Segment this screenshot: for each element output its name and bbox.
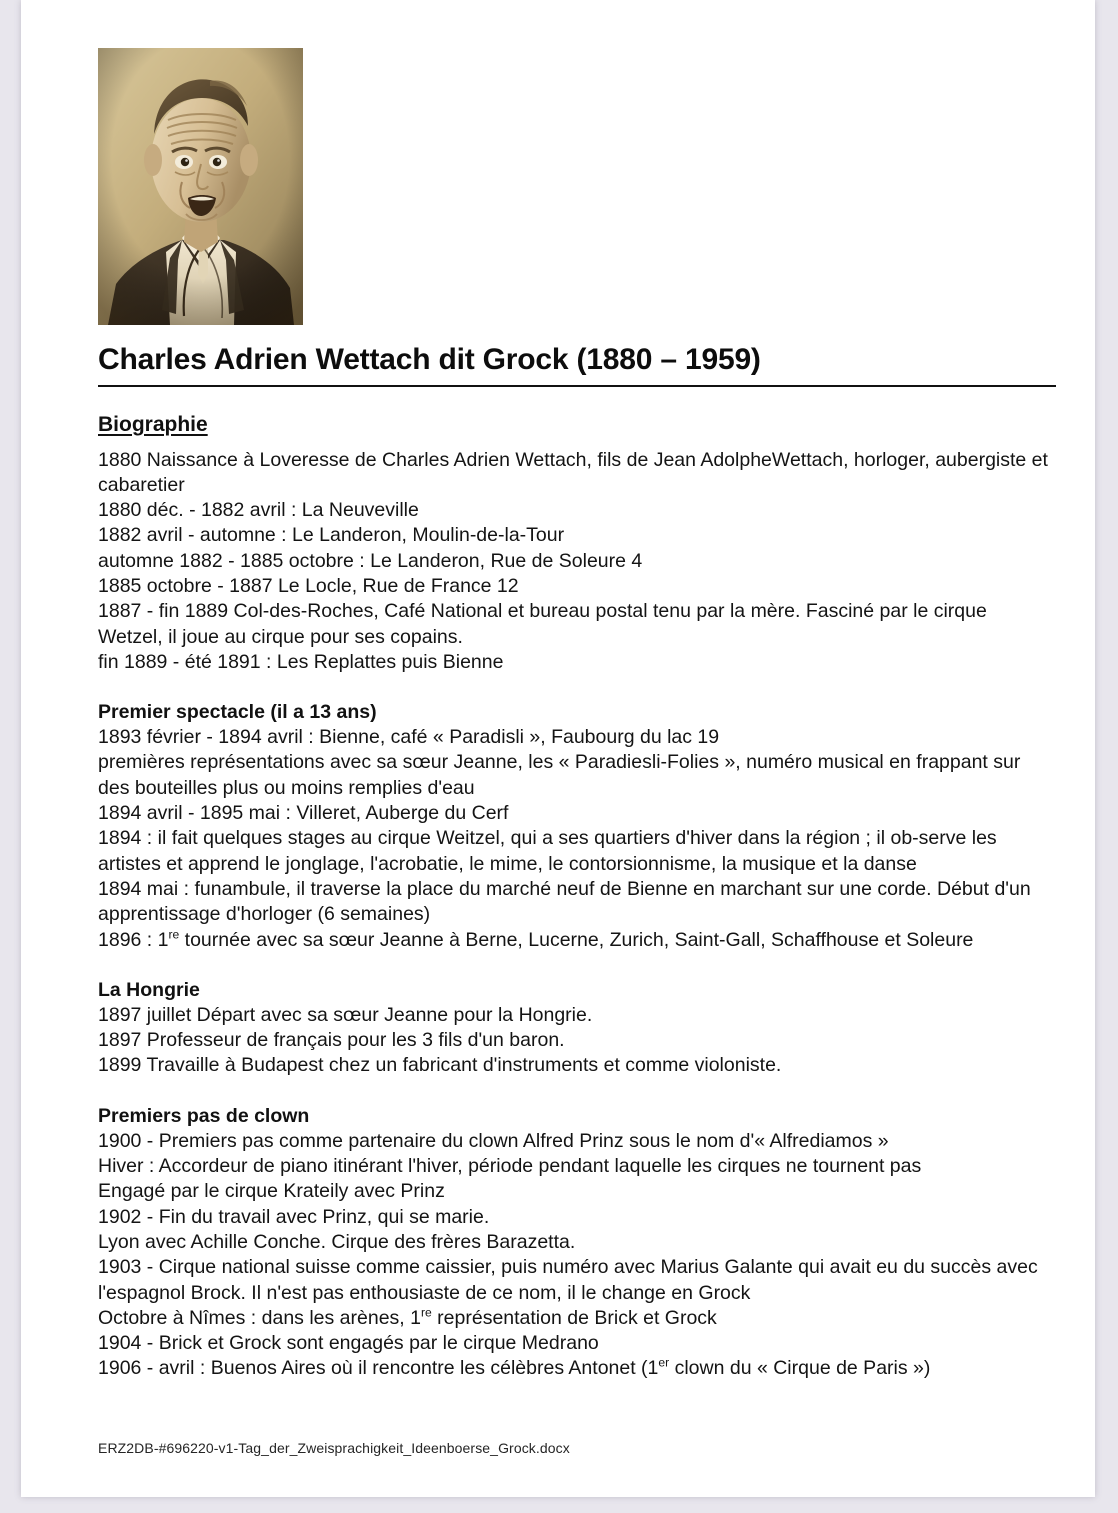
hongrie-line: 1897 Professeur de français pour les 3 fils d'un baron. [98, 1029, 565, 1052]
buenos-suffix: clown du « Cirque de Paris ») [669, 1357, 931, 1380]
biographie-lines [98, 448, 1056, 676]
bio-line: 1880 déc. - 1882 avril : La Neuveville [98, 499, 419, 522]
clown-line: 1900 - Premiers pas comme partenaire du clown Alfred Prinz sous le nom d'« Alfrediamos » [98, 1129, 889, 1152]
spectacle-line: 1894 avril - 1895 mai : Villeret, Auberge du Cerf [98, 802, 509, 825]
heading-premiers-pas-de-clown: Premiers pas de clown [98, 1104, 310, 1127]
section-spacer [98, 953, 1056, 978]
nimes-ordinal-suffix: re [421, 1305, 432, 1320]
buenos-ordinal-suffix: er [658, 1355, 670, 1370]
premier-spectacle-lines [98, 725, 1056, 953]
section-premier-spectacle [98, 700, 1056, 953]
tournee-suffix: tournée avec sa sœur Jeanne à Berne, Lucerne, Zurich, Saint-Gall, Schaffhouse et Soleure [179, 928, 974, 951]
clown-line: 1904 - Brick et Grock sont engagés par le cirque Medrano [98, 1332, 599, 1355]
bio-line: 1880 Naissance à Loveresse de Charles Adrien Wettach, fils de Jean AdolpheWettach, horloger, aubergiste et cabaretier [98, 448, 1048, 496]
premiers-pas-lines [98, 1129, 1056, 1382]
clown-line: Engagé par le cirque Krateily avec Prinz [98, 1180, 445, 1203]
spectacle-line: premières représentations avec sa sœur Jeanne, les « Paradiesli-Folies », numéro musical en frappant sur des bouteilles plus ou moins remplies d'eau [98, 751, 1021, 799]
clown-line-buenos-aires [98, 1356, 1056, 1381]
heading-la-hongrie: La Hongrie [98, 978, 200, 1001]
document-page [21, 0, 1095, 1497]
heading-biographie: Biographie [98, 412, 208, 436]
hongrie-line: 1899 Travaille à Budapest chez un fabricant d'instruments et comme violoniste. [98, 1054, 782, 1077]
bio-line: fin 1889 - été 1891 : Les Replattes puis Bienne [98, 650, 504, 673]
spectacle-line: 1894 mai : funambule, il traverse la place du marché neuf de Bienne en marchant sur une corde. Début d'un apprentissage d'horloger (6 semaines) [98, 877, 1031, 926]
bio-line: automne 1882 - 1885 octobre : Le Landeron, Rue de Soleure 4 [98, 549, 643, 572]
bio-line: 1882 avril - automne : Le Landeron, Moulin-de-la-Tour [98, 524, 565, 547]
clown-line-nimes [98, 1306, 1056, 1331]
page-title: Charles Adrien Wettach dit Grock (1880 – 1959) [98, 343, 1056, 387]
tournee-prefix: 1896 : 1 [98, 928, 169, 951]
tournee-ordinal-suffix: re [168, 927, 180, 942]
heading-premier-spectacle: Premier spectacle (il a 13 ans) [98, 701, 377, 724]
document-footer-filename: ERZ2DB-#696220-v1-Tag_der_Zweisprachigkeit_Ideenboerse_Grock.docx [98, 1440, 570, 1456]
buenos-prefix: 1906 - avril : Buenos Aires où il rencontre les célèbres Antonet (1 [98, 1357, 659, 1380]
section-spacer [98, 1079, 1056, 1104]
spectacle-line: 1894 : il fait quelques stages au cirque Weitzel, qui a ses quartiers d'hiver dans la région ; il ob-serve les artistes et apprend le jonglage, l'acrobatie, le mime, le contorsionnisme, la musique et la danse [98, 827, 997, 875]
clown-line: 1902 - Fin du travail avec Prinz, qui se marie. [98, 1205, 490, 1228]
clown-line: Lyon avec Achille Conche. Cirque des frères Barazetta. [98, 1230, 576, 1253]
clown-line: Hiver : Accordeur de piano itinérant l'hiver, période pendant laquelle les cirques ne tournent pas [98, 1155, 922, 1178]
portrait-photo-grock [98, 48, 303, 325]
nimes-suffix: représentation de Brick et Grock [431, 1306, 717, 1329]
bio-line: 1885 octobre - 1887 Le Locle, Rue de France 12 [98, 574, 519, 597]
section-premiers-pas-de-clown [98, 1104, 1056, 1382]
hongrie-line: 1897 juillet Départ avec sa sœur Jeanne pour la Hongrie. [98, 1003, 593, 1026]
spectacle-line-tournee [98, 928, 1056, 953]
la-hongrie-lines [98, 1003, 1056, 1079]
section-la-hongrie [98, 978, 1056, 1079]
section-biographie [98, 387, 1056, 676]
section-spacer [98, 675, 1056, 700]
spectacle-line: 1893 février - 1894 avril : Bienne, café « Paradisli », Faubourg du lac 19 [98, 726, 720, 749]
bio-line: 1887 - fin 1889 Col-des-Roches, Café National et bureau postal tenu par la mère. Fasciné par le cirque Wetzel, il joue au cirque pour ses copains. [98, 600, 987, 648]
document-content [98, 48, 1056, 1382]
clown-line: 1903 - Cirque national suisse comme caissier, puis numéro avec Marius Galante qui avait eu du succès avec l'espagnol Brock. Il n'est pas enthousiaste de ce nom, il le change en Grock [98, 1256, 1038, 1304]
nimes-prefix: Octobre à Nîmes : dans les arènes, 1 [98, 1306, 421, 1329]
